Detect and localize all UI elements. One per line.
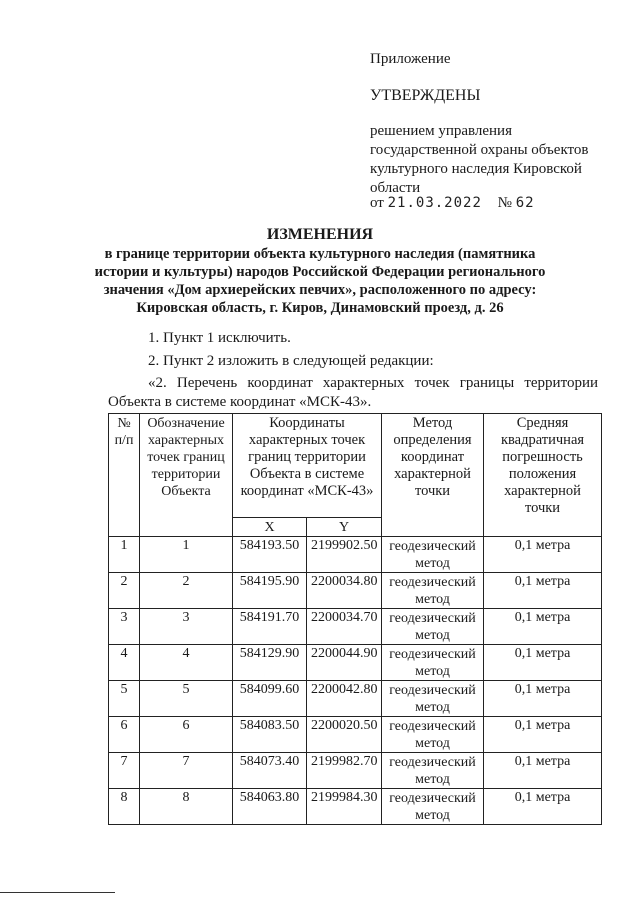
- point-designation: 1: [140, 537, 233, 573]
- coord-x: 584129.90: [233, 645, 307, 681]
- method-line-1: геодезический: [389, 719, 476, 734]
- header-x: X: [233, 518, 307, 537]
- title-description: [0, 245, 640, 317]
- accuracy-cell: 0,1 метра: [484, 753, 602, 789]
- header-accuracy: Средняя квадратичная погрешность положения характерной точки: [484, 414, 602, 537]
- table-row: [109, 609, 602, 645]
- decision-line-4: области: [370, 180, 421, 196]
- coord-y: 2200034.70: [307, 609, 382, 645]
- point-designation: 3: [140, 609, 233, 645]
- accuracy-cell: 0,1 метра: [484, 717, 602, 753]
- item-3-line-1: «2. Перечень координат характерных точек границы территории: [148, 375, 598, 391]
- method-cell: [382, 681, 484, 717]
- point-designation: 6: [140, 717, 233, 753]
- accuracy-cell: 0,1 метра: [484, 789, 602, 825]
- header-num: № п/п: [109, 414, 140, 537]
- decision-line-1: решением управления: [370, 123, 512, 139]
- point-designation: 4: [140, 645, 233, 681]
- decision-line-2: государственной охраны объектов: [370, 142, 589, 158]
- accuracy-cell: 0,1 метра: [484, 573, 602, 609]
- method-cell: [382, 537, 484, 573]
- table-row: [109, 717, 602, 753]
- coord-y: 2200044.90: [307, 645, 382, 681]
- method-line-1: геодезический: [389, 647, 476, 662]
- coord-y: 2200042.80: [307, 681, 382, 717]
- method-line-1: геодезический: [389, 611, 476, 626]
- row-number: 5: [109, 681, 140, 717]
- method-line-1: геодезический: [389, 791, 476, 806]
- decision-number: 62: [515, 195, 535, 211]
- appendix-label: Приложение: [370, 51, 451, 67]
- method-line-2: метод: [415, 808, 450, 823]
- header-coordinates: Координаты характерных точек границ территории Объекта в системе координат «МСК-43»: [233, 414, 382, 518]
- method-line-2: метод: [415, 772, 450, 787]
- item-3-line-2: Объекта в системе координат «МСК-43».: [108, 394, 372, 410]
- row-number: 4: [109, 645, 140, 681]
- from-label: от: [370, 195, 384, 211]
- accuracy-cell: 0,1 метра: [484, 645, 602, 681]
- method-line-1: геодезический: [389, 755, 476, 770]
- coord-y: 2200020.50: [307, 717, 382, 753]
- method-cell: [382, 753, 484, 789]
- decision-line-3: культурного наследия Кировской: [370, 161, 582, 177]
- item-2: 2. Пункт 2 изложить в следующей редакции:: [148, 353, 434, 369]
- table-row: [109, 537, 602, 573]
- method-line-2: метод: [415, 736, 450, 751]
- coord-x: 584073.40: [233, 753, 307, 789]
- row-number: 2: [109, 573, 140, 609]
- decision-date: 21.03.2022: [387, 195, 482, 211]
- title-line-2: истории и культуры) народов Российской Федерации регионального: [94, 264, 546, 280]
- table-row: [109, 681, 602, 717]
- row-number: 8: [109, 789, 140, 825]
- method-line-1: геодезический: [389, 575, 476, 590]
- title-line-4: Кировская область, г. Киров, Динамовский проезд, д. 26: [136, 300, 504, 316]
- title-line-1: в границе территории объекта культурного наследия (памятника: [104, 246, 536, 262]
- method-cell: [382, 717, 484, 753]
- footnote-separator: [0, 892, 115, 893]
- method-line-2: метод: [415, 700, 450, 715]
- method-line-2: метод: [415, 628, 450, 643]
- coordinates-table: [108, 413, 602, 825]
- coord-y: 2200034.80: [307, 573, 382, 609]
- accuracy-cell: 0,1 метра: [484, 537, 602, 573]
- coord-y: 2199902.50: [307, 537, 382, 573]
- coord-y: 2199984.30: [307, 789, 382, 825]
- method-cell: [382, 789, 484, 825]
- method-cell: [382, 609, 484, 645]
- coord-x: 584191.70: [233, 609, 307, 645]
- table-row: [109, 645, 602, 681]
- row-number: 3: [109, 609, 140, 645]
- table-row: [109, 573, 602, 609]
- table-row: [109, 753, 602, 789]
- row-number: 7: [109, 753, 140, 789]
- method-line-1: геодезический: [389, 539, 476, 554]
- point-designation: 7: [140, 753, 233, 789]
- point-designation: 8: [140, 789, 233, 825]
- method-line-2: метод: [415, 556, 450, 571]
- approved-label: УТВЕРЖДЕНЫ: [370, 87, 481, 104]
- decision-date-line: [370, 194, 535, 213]
- accuracy-cell: 0,1 метра: [484, 609, 602, 645]
- table-row: [109, 789, 602, 825]
- method-line-1: геодезический: [389, 683, 476, 698]
- point-designation: 2: [140, 573, 233, 609]
- header-designation: Обозначение характерных точек границ территории Объекта: [140, 414, 233, 537]
- decision-text: [370, 122, 589, 198]
- document-title: ИЗМЕНЕНИЯ: [266, 226, 374, 243]
- accuracy-cell: 0,1 метра: [484, 681, 602, 717]
- coord-x: 584195.90: [233, 573, 307, 609]
- coord-x: 584193.50: [233, 537, 307, 573]
- coord-y: 2199982.70: [307, 753, 382, 789]
- coord-x: 584063.80: [233, 789, 307, 825]
- row-number: 1: [109, 537, 140, 573]
- method-cell: [382, 645, 484, 681]
- title-line-3: значения «Дом архиерейских певчих», расположенного по адресу:: [103, 282, 537, 298]
- header-y: Y: [307, 518, 382, 537]
- method-line-2: метод: [415, 664, 450, 679]
- header-method: Метод определения координат характерной точки: [382, 414, 484, 537]
- method-line-2: метод: [415, 592, 450, 607]
- point-designation: 5: [140, 681, 233, 717]
- item-1: 1. Пункт 1 исключить.: [148, 330, 291, 346]
- coord-x: 584099.60: [233, 681, 307, 717]
- row-number: 6: [109, 717, 140, 753]
- method-cell: [382, 573, 484, 609]
- number-label: №: [497, 195, 512, 211]
- coord-x: 584083.50: [233, 717, 307, 753]
